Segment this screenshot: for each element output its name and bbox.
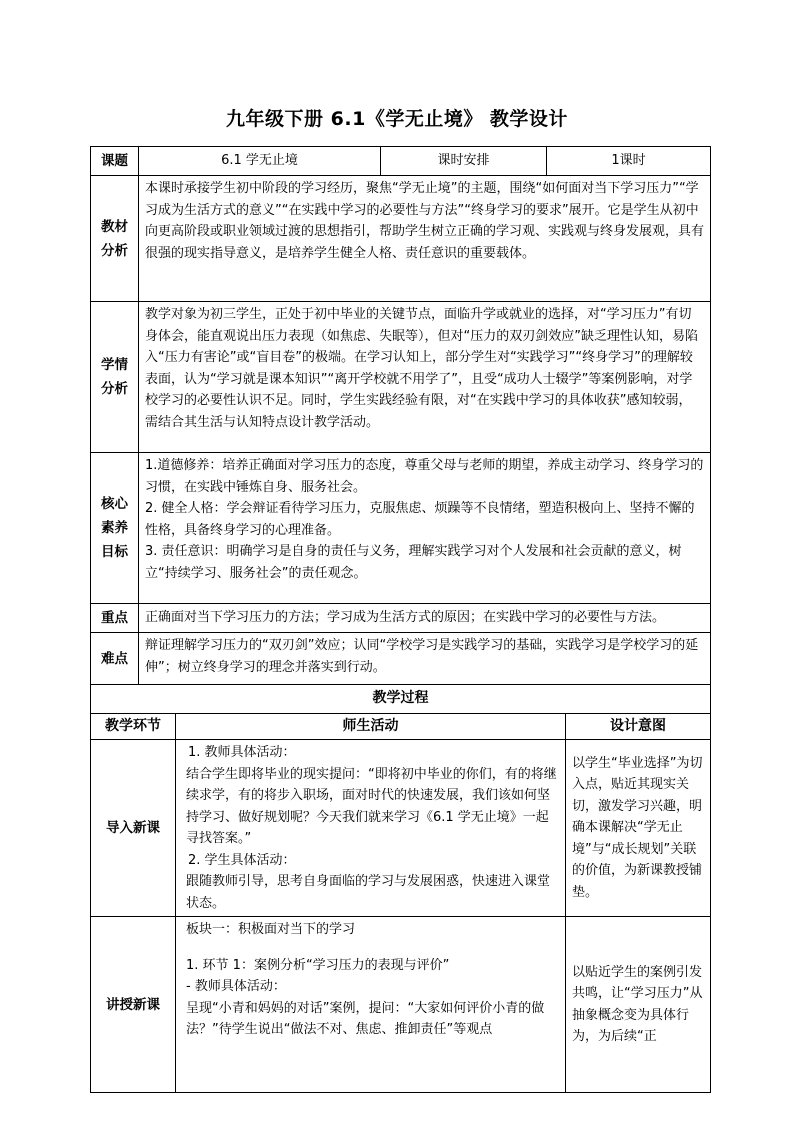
document-title: 九年级下册 6.1《学无止境》 教学设计 bbox=[226, 108, 568, 130]
key-row bbox=[91, 604, 711, 633]
difficulty-label: 难点 bbox=[91, 633, 139, 685]
stage-label: 讲授新课 bbox=[91, 917, 176, 1093]
literacy-item: 3. 责任意识：明确学习是自身的责任与义务，理解实践学习对个人发展和社会贡献的意义，树立“持续学习、服务社会”的责任观念。 bbox=[145, 544, 682, 581]
column-header-activities: 师生活动 bbox=[176, 713, 566, 740]
schedule-value: 1课时 bbox=[547, 147, 711, 176]
topic-row bbox=[91, 147, 711, 176]
activities-cell: 1. 教师具体活动： 结合学生即将毕业的现实提问：“即将初中毕业的你们，有的将继续求学，有的将步入职场，面对时代的快速发展，我们该如何坚持学习、做好规划呢？今天我们就来学习《6.1 学无止境》一起寻找答案。” 2. 学生具体活动： 跟随教师引导，思考自身面临的学习与发展困惑，快速进入课堂状态。 bbox=[176, 740, 566, 917]
literacy-label: 核心 素养 目标 bbox=[91, 453, 139, 604]
material-text: 本课时承接学生初中阶段的学习经历，聚焦“学无止境”的主题，围绕“如何面对当下学习压力”“学习成为生活方式的意义”“在实践中学习的必要性与方法”“终身学习的要求”展开。它是学生从初中向更高阶段或职业领域过渡的思想指引，帮助学生树立正确的学习观、实践观与终身发展观，具有很强的现实指导意义，是培养学生健全人格、责任意识的重要载体。 bbox=[139, 176, 711, 302]
topic-value: 6.1 学无止境 bbox=[139, 147, 381, 176]
stage-label: 导入新课 bbox=[91, 740, 176, 917]
process-header-row bbox=[91, 713, 711, 740]
students-label: 学情 分析 bbox=[91, 302, 139, 453]
literacy-row bbox=[91, 453, 711, 604]
literacy-item: 2. 健全人格：学会辩证看待学习压力，克服焦虑、烦躁等不良情绪，塑造积极向上、坚持不懈的性格，具备终身学习的心理准备。 bbox=[145, 501, 695, 538]
key-text: 正确面对当下学习压力的方法；学习成为生活方式的原因；在实践中学习的必要性与方法。 bbox=[139, 604, 711, 633]
topic-label: 课题 bbox=[91, 147, 139, 176]
material-label: 教材 分析 bbox=[91, 176, 139, 302]
process-row-intro bbox=[91, 740, 711, 917]
intent-cell: 以学生“毕业选择”为切入点，贴近其现实关切，激发学习兴趣，明确本课解决“学无止境”与“成长规划”关联的价值，为新课教授铺垫。 bbox=[566, 740, 711, 917]
intent-cell: 以贴近学生的案例引发共鸣，让“学习压力”从抽象概念变为具体行为，为后续“正 bbox=[566, 917, 711, 1093]
students-row bbox=[91, 302, 711, 453]
column-header-intent: 设计意图 bbox=[566, 713, 711, 740]
process-heading-row bbox=[91, 685, 711, 713]
literacy-item: 1.道德修养：培养正确面对学习压力的态度，尊重父母与老师的期望，养成主动学习、终身学习的习惯，在实践中锤炼自身、服务社会。 bbox=[145, 458, 704, 495]
difficulty-row bbox=[91, 633, 711, 685]
material-row bbox=[91, 176, 711, 302]
key-label: 重点 bbox=[91, 604, 139, 633]
column-header-stage: 教学环节 bbox=[91, 713, 176, 740]
activities-cell: 板块一：积极面对当下的学习 1. 环节 1：案例分析“学习压力的表现与评价” - 教师具体活动： 呈现“小青和妈妈的对话”案例，提问：“大家如何评价小青的做法？”待学生说出“做法不对、焦虑、推卸责任”等观点 bbox=[176, 917, 566, 1093]
schedule-label: 课时安排 bbox=[381, 147, 547, 176]
process-heading: 教学过程 bbox=[91, 685, 711, 713]
process-row-teaching bbox=[91, 917, 711, 1093]
students-text: 教学对象为初三学生，正处于初中毕业的关键节点，面临升学或就业的选择，对“学习压力”有切身体会，能直观说出压力表现（如焦虑、失眠等），但对“压力的双刃剑效应”缺乏理性认知，易陷入“压力有害论”或“盲目卷”的极端。在学习认知上，部分学生对“实践学习”“终身学习”的理解较表面，认为“学习就是课本知识”“离开学校就不用学了”，且受“成功人士辍学”等案例影响，对学校学习的必要性认识不足。同时，学生实践经验有限，对“在实践中学习的具体收获”感知较弱，需结合其生活与认知特点设计教学活动。 bbox=[139, 302, 711, 453]
design-table bbox=[90, 146, 710, 1093]
literacy-text bbox=[139, 453, 711, 604]
difficulty-text: 辩证理解学习压力的“双刃剑”效应；认同“学校学习是实践学习的基础，实践学习是学校学习的延伸”；树立终身学习的理念并落实到行动。 bbox=[139, 633, 711, 685]
